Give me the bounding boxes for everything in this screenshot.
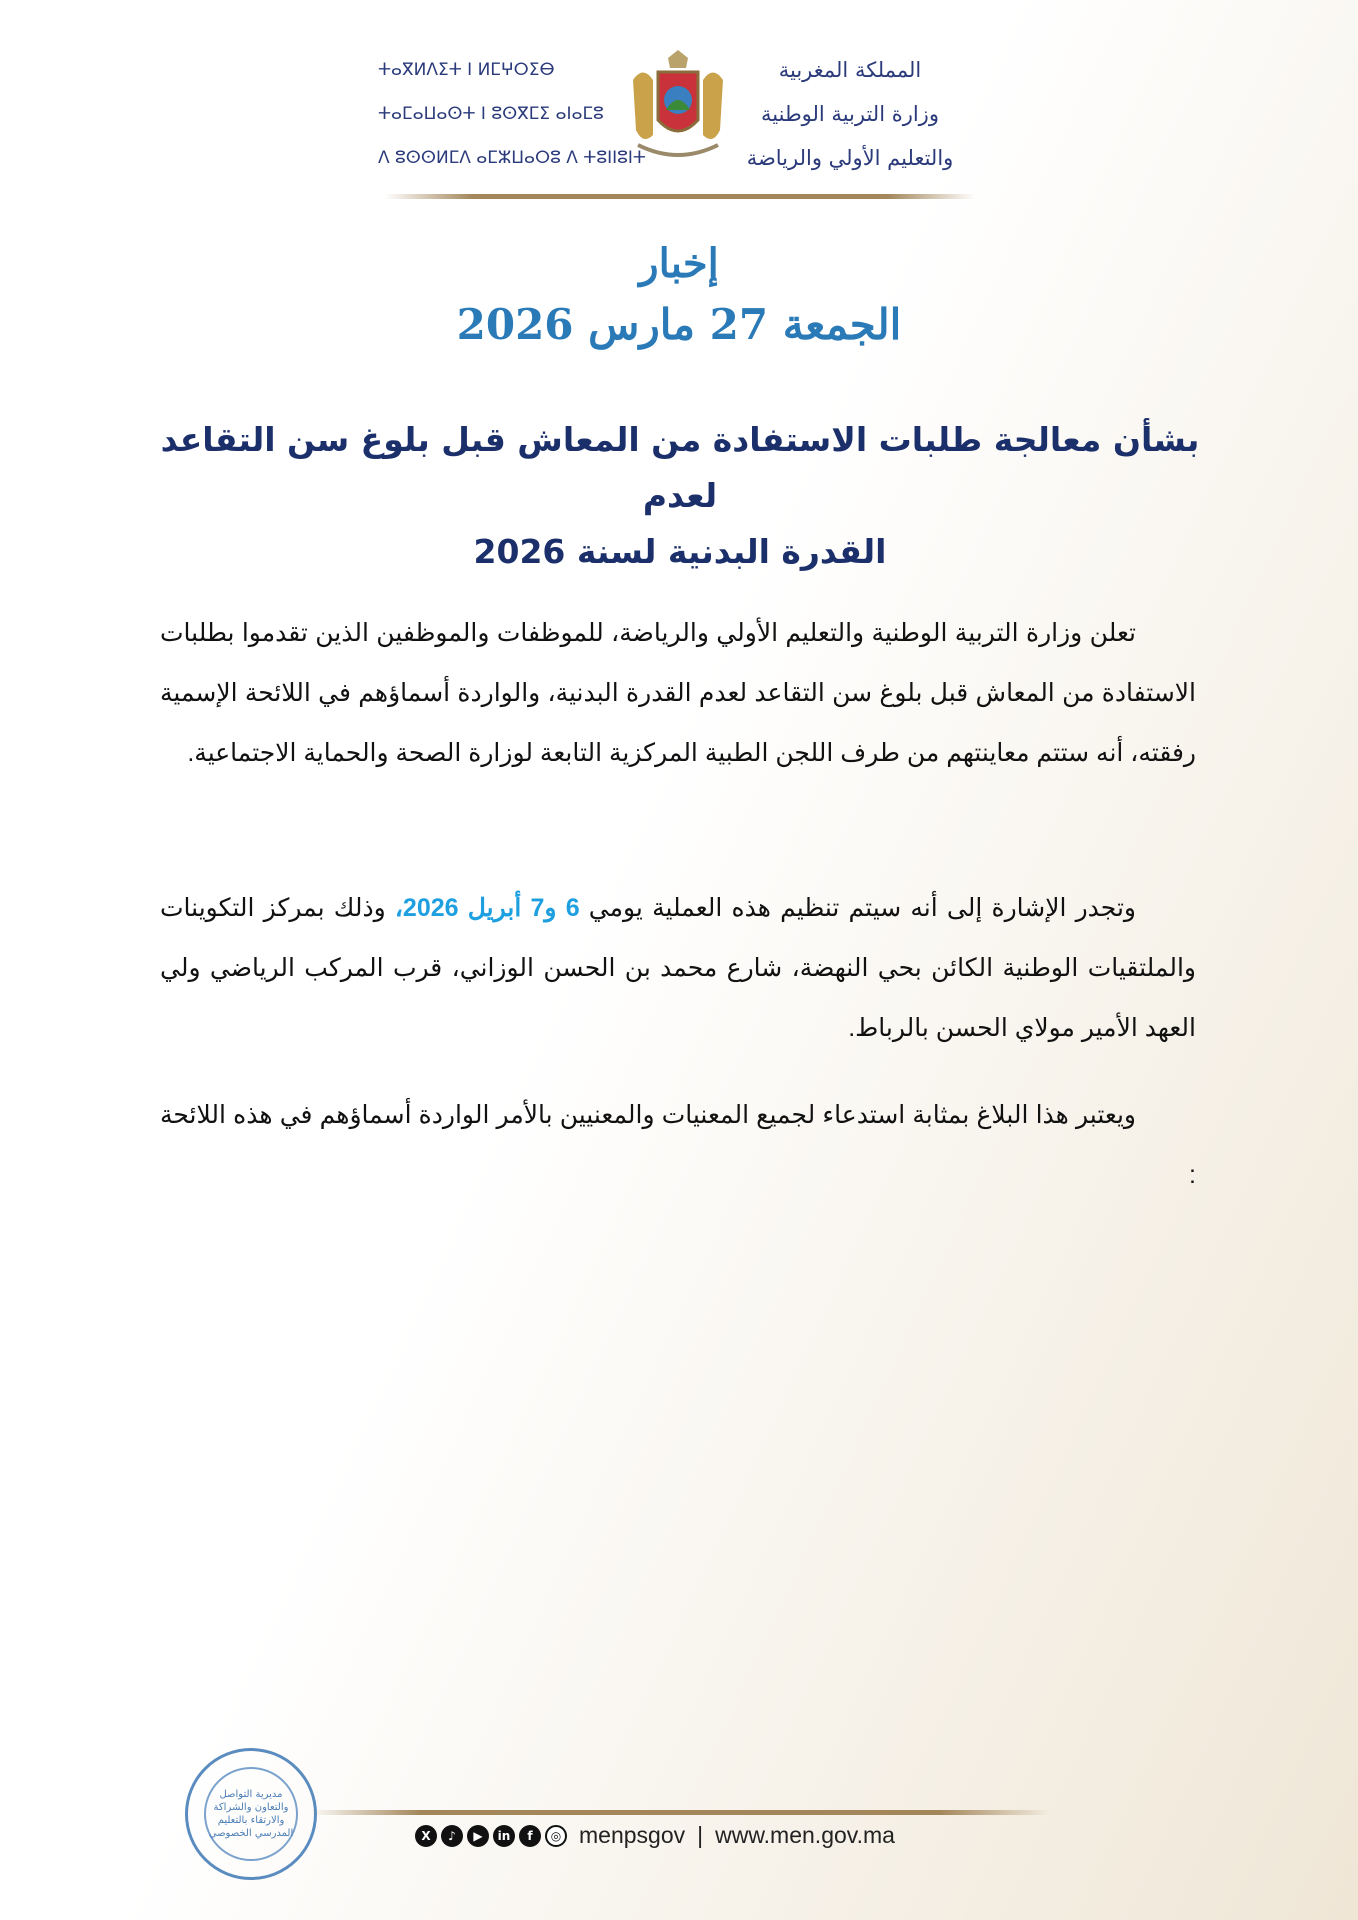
- coat-of-arms-emblem: [628, 50, 728, 162]
- header-line: والتعليم الأولي والرياضة: [746, 146, 954, 170]
- header-line: ⴷ ⵓⵙⵙⵍⵎⴷ ⴰⵎⵣⵡⴰⵔⵓ ⴷ ⵜⵓⵏⵏⵓⵏⵜ: [378, 148, 646, 168]
- highlighted-dates: 6 و7 أبريل 2026،: [394, 894, 580, 922]
- header-divider: [385, 194, 975, 199]
- text: وذلك بمركز التكوينات والملتقيات الوطنية الكائن بحي النهضة، شارع محمد بن الحسن الوزاني، قرب المركب الرياضي ولي العهد الأمير مولاي الحسن بالرباط.: [160, 894, 1196, 1042]
- header-line: ⵜⴰⵎⴰⵡⴰⵙⵜ ⵏ ⵓⵙⴳⵎⵉ ⴰⵏⴰⵎⵓ: [378, 104, 604, 124]
- facebook-icon[interactable]: f: [519, 1825, 541, 1847]
- document-type: إخبار: [639, 240, 719, 287]
- paragraph-text: [160, 878, 1196, 1058]
- footer-divider: [310, 1810, 1050, 1815]
- separator: |: [697, 1822, 704, 1848]
- stamp-text: مديرية التواصل والتعاون والشراكة والارتقاء بالتعليم المدرسي الخصوصي: [204, 1767, 298, 1861]
- header-line-row: [378, 92, 618, 136]
- body-paragraph-1: [160, 603, 1196, 783]
- header-line: وزارة التربية الوطنية: [761, 102, 939, 126]
- official-stamp: [185, 1748, 317, 1880]
- youtube-icon[interactable]: ▶: [467, 1825, 489, 1847]
- instagram-icon[interactable]: ◎: [545, 1825, 567, 1847]
- paragraph-text: تعلن وزارة التربية الوطنية والتعليم الأولي والرياضة، للموظفات والموظفين الذين تقدموا بطلبات الاستفادة من المعاش قبل بلوغ سن التقاعد لعدم القدرة البدنية، والواردة أسماؤهم في اللائحة الإسمية رفقته، أنه ستتم معاينتهم من طرف اللجن الطبية المركزية التابعة لوزارة الصحة والحماية الاجتماعية.: [160, 619, 1196, 767]
- document-heading: [150, 412, 1210, 580]
- ministry-name-tifinagh: [378, 48, 646, 180]
- social-handle[interactable]: menpsgov: [579, 1822, 686, 1848]
- header-line-row: [378, 48, 618, 92]
- heading-line: القدرة البدنية لسنة 2026: [473, 532, 887, 571]
- header-line: ⵜⴰⴳⵍⴷⵉⵜ ⵏ ⵍⵎⵖⵔⵉⴱ: [378, 60, 555, 80]
- ministry-name-arabic: [730, 48, 970, 180]
- linkedin-icon[interactable]: in: [493, 1825, 515, 1847]
- x-icon[interactable]: X: [415, 1825, 437, 1847]
- website-link[interactable]: www.men.gov.ma: [715, 1822, 895, 1848]
- heading-line: بشأن معالجة طلبات الاستفادة من المعاش قبل بلوغ سن التقاعد لعدم: [160, 420, 1200, 515]
- body-paragraph-2: [160, 878, 1196, 1058]
- tiktok-icon[interactable]: ♪: [441, 1825, 463, 1847]
- text: وتجدر الإشارة إلى أنه سيتم تنظيم هذه العملية يومي: [579, 894, 1136, 922]
- document-date: الجمعة 27 مارس 2026: [456, 300, 902, 349]
- footer-contact: [415, 1822, 895, 1849]
- header-line-row: [378, 136, 646, 180]
- header-line: المملكة المغربية: [778, 58, 922, 82]
- paragraph-text: ويعتبر هذا البلاغ بمثابة استدعاء لجميع المعنيات والمعنيين بالأمر الواردة أسماؤهم في هذه اللائحة :: [160, 1101, 1196, 1189]
- body-paragraph-3: [160, 1085, 1196, 1205]
